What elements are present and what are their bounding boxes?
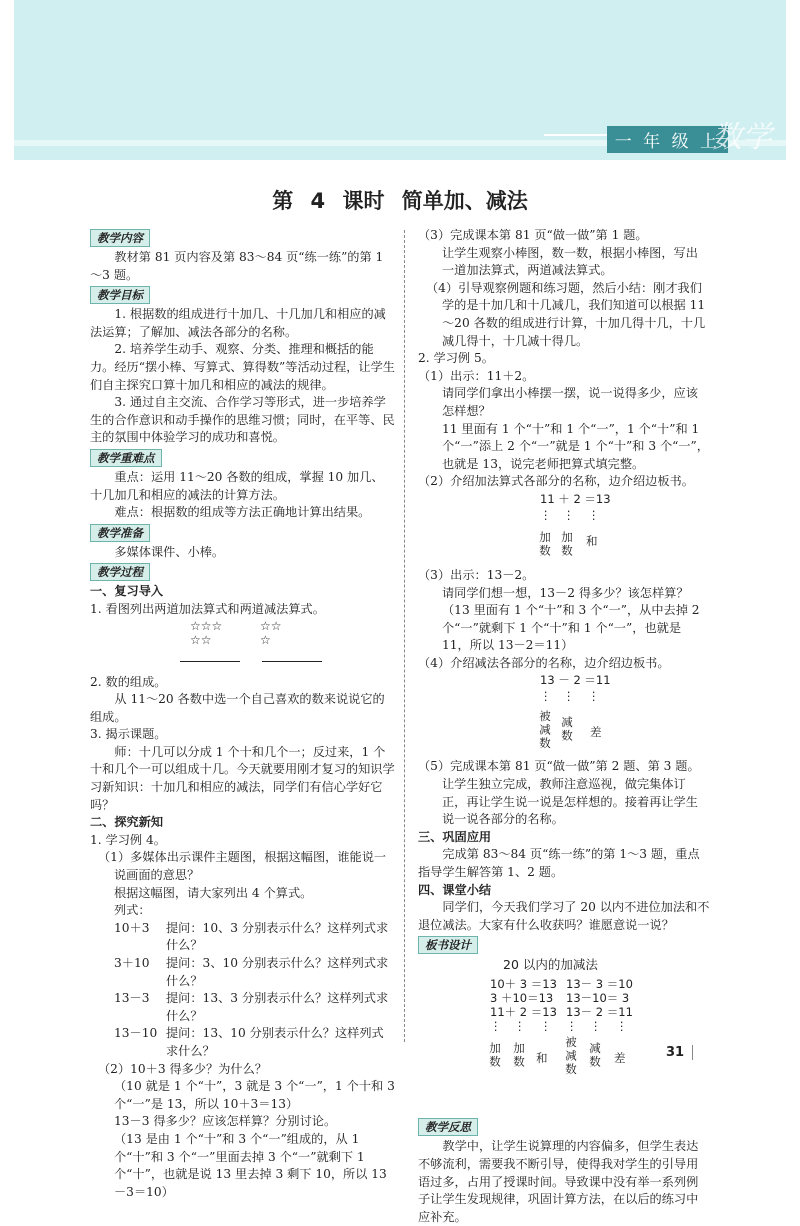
- question-3: 3. 揭示课题。: [90, 727, 167, 742]
- section-tag-process: 教学过程: [90, 563, 150, 581]
- example-4-question-b: 13－3 得多少？应该怎样算？分别讨论。: [114, 1114, 337, 1129]
- question-2-text: 从 11～20 各数中选一个自己喜欢的数来说说它的组成。: [90, 692, 385, 724]
- example-5-part-5-text: 让学生独立完成，教师注意巡视，做完集体订正，再让学生说一说是怎样想的。接着再让学生说一说各部分的名称。: [442, 777, 698, 827]
- equation-row: [114, 990, 395, 1025]
- addition-parts-diagram: [538, 491, 710, 567]
- star-group: ☆☆: [190, 632, 212, 647]
- part-label: 加数: [560, 530, 574, 558]
- answer-line: [180, 661, 240, 662]
- board-design: [418, 956, 710, 1116]
- answer-line: [262, 661, 322, 662]
- equation-row: [114, 955, 395, 990]
- example-5-part-2: （2）介绍加法算式各部分的名称，边介绍边板书。: [418, 474, 694, 489]
- difficulty: 难点：根据数的组成等方法正确地计算出结果。: [114, 505, 371, 520]
- equation: 10＋3: [114, 920, 150, 935]
- section-tag-content: 教学内容: [90, 229, 150, 247]
- goal-3: 3. 通过自主交流、合作学习等形式，进一步培养学生的合作意识和动手操作的思维习惯；同时，在平等、民主的氛围中体验学习的成功和喜悦。: [90, 395, 395, 445]
- left-column: [90, 227, 395, 1201]
- section-tag-board: 板书设计: [418, 936, 478, 954]
- part-label: 被减数: [538, 710, 552, 751]
- board-equation: 13－ 3 ＝10: [566, 977, 633, 992]
- lesson-title: 第 4 课时 简单加、减法: [272, 189, 528, 213]
- example-5-part-3: （3）出示：13－2。: [418, 567, 535, 582]
- question-3-text: 师：十几可以分成 1 个十和几个一；反过来，1 个十和几个一可以组成十几。今天就要用刚才复习的知识学习新知识：十加几和相应的减法，同学们有信心学好它吗？: [90, 744, 395, 812]
- question-2: 2. 数的组成。: [90, 674, 167, 689]
- example-4: 1. 学习例 4。: [90, 832, 166, 847]
- star-figure: [190, 619, 395, 647]
- star-group: ☆: [260, 632, 271, 647]
- part-label: 和: [586, 533, 598, 548]
- step-heading: 一、复习导入: [90, 584, 164, 599]
- equation-row: [114, 920, 395, 955]
- dotted-connector: ⋮: [540, 1019, 552, 1034]
- dotted-connector: ⋮: [540, 689, 552, 704]
- subject-watermark: 数学: [712, 120, 772, 155]
- step-heading: 二、探究新知: [90, 815, 164, 830]
- section-tag-goals: 教学目标: [90, 286, 150, 304]
- equation: 13－10: [114, 1026, 158, 1041]
- step-heading: 三、巩固应用: [418, 829, 492, 844]
- board-equation: 13－10＝ 3: [566, 991, 630, 1006]
- example-4-part-1: （1）多媒体出示课件主题图，根据这幅图，谁能说一说画面的意思？: [98, 850, 387, 883]
- grade-label: 一 年 级 上: [607, 126, 728, 153]
- goal-1: 1. 根据数的组成进行十加几、十几加几和相应的减法运算；了解加、减法各部分的名称。: [90, 307, 386, 339]
- dotted-connector: ⋮: [566, 1019, 578, 1034]
- reflection-text: 教学中，让学生说算理的内容偏多，但学生表达不够流利，需要我不断引导，使得我对学生的引导用语过多，占用了授课时间。导致课中没有举一系列例子让学生发现规律，巩固计算方法，在以后的练习中应补充。: [418, 1139, 699, 1224]
- answer-lines: [180, 661, 395, 662]
- dotted-connector: ⋮: [540, 507, 552, 522]
- list-label: 列式：: [114, 903, 151, 918]
- question-1: 1. 看图列出两道加法算式和两道减法算式。: [90, 601, 325, 616]
- goal-2: 2. 培养学生动手、观察、分类、推理和概括的能力。经历“摆小棒、写算式、算得数”等活动过程，让学生们自主探究口算十加几和相应的减法的规律。: [90, 342, 395, 392]
- right-column: [418, 227, 710, 1226]
- example-4-answer-c: （13 是由 1 个“十”和 3 个“一”组成的，从 1 个“十”和 3 个“一”里面去掉 3 个“一”就剩下 1 个“十”，也就是说 13 里去掉 3 剩下 10，所以 13－3＝10）: [114, 1131, 387, 1199]
- key-point: 重点：运用 11～20 各数的组成，掌握 10 加几、十几加几和相应的减法的计算方法。: [90, 469, 384, 502]
- example-5-prompt: 请同学们拿出小棒摆一摆，说一说得多少，应该怎样想？: [442, 386, 698, 418]
- equation: 3＋10: [114, 956, 150, 970]
- prep-text: 多媒体课件、小棒。: [114, 544, 225, 559]
- example-4-prompt: 根据这幅图，请大家列出 4 个算式。: [114, 885, 313, 900]
- equation: 13－3: [114, 991, 150, 1006]
- example-5-part-5: （5）完成课本第 81 页“做一做”第 2 题、第 3 题。: [418, 759, 700, 774]
- board-equation: 13－ 2 ＝11: [566, 1005, 633, 1020]
- equation-question: 提问：3、10 分别表示什么？这样列式求什么？: [166, 956, 389, 988]
- subtraction-equation: 13 － 2 ＝11: [540, 673, 611, 688]
- equation-list: [90, 920, 395, 1061]
- dotted-connector: ⋮: [514, 1019, 526, 1034]
- part-label: 差: [590, 725, 602, 740]
- example-5-explanation: 11 里面有 1 个“十”和 1 个“一”，1 个“十”和 1 个“一”添上 2 个“一”就是 1 个“十”和 3 个“一”，也就是 13，说完老师把算式填完整。: [442, 421, 709, 471]
- example-5-part-3-text: 请同学们想一想，13－2 得多少？该怎样算？（13 里面有 1 个“十”和 3 个“一”，从中去掉 2 个“一”就剩下 1 个“十”和 1 个“一”，也就是 11，所以 13－2＝11）: [442, 585, 700, 653]
- example-4-answer-a: （10 就是 1 个“十”，3 就是 3 个“一”，1 个十和 3 个“一”是 13，所以 10＋3＝13）: [114, 1079, 395, 1111]
- dotted-connector: ⋮: [563, 689, 575, 704]
- section-tag-keypoints: 教学重难点: [90, 449, 162, 467]
- dotted-connector: ⋮: [616, 1019, 628, 1034]
- step-3: （3）完成课本第 81 页“做一做”第 1 题。: [418, 228, 648, 242]
- dotted-connector: ⋮: [588, 689, 600, 704]
- step-heading: 四、课堂小结: [418, 882, 492, 897]
- board-part-label: 减数: [588, 1042, 602, 1070]
- equation-question: 提问：10、3 分别表示什么？这样列式求什么？: [166, 920, 389, 953]
- content-text: 教材第 81 页内容及第 83～84 页“练一练”的第 1～3 题。: [90, 250, 384, 282]
- board-part-label: 被减数: [564, 1036, 578, 1077]
- board-part-label: 加数: [512, 1042, 526, 1070]
- step-3-text: 让学生观察小棒图，数一数，根据小棒图，写出一道加法算式，两道减法算式。: [442, 245, 698, 278]
- equation-row: [114, 1025, 395, 1060]
- board-part-label: 加数: [488, 1042, 502, 1070]
- dotted-connector: ⋮: [588, 507, 600, 522]
- board-equation: 3 ＋10＝13: [490, 991, 554, 1006]
- section-tag-prep: 教学准备: [90, 524, 150, 542]
- dotted-connector: ⋮: [563, 507, 575, 522]
- dotted-connector: ⋮: [590, 1019, 602, 1034]
- consolidation-text: 完成第 83～84 页“练一练”的第 1～3 题，重点指导学生解答第 1、2 题。: [418, 847, 700, 880]
- board-title: 20 以内的加减法: [503, 957, 598, 973]
- example-5-part-4: （4）介绍减法各部分的名称，边介绍边板书。: [418, 655, 670, 670]
- board-equation: 10＋ 3 ＝13: [490, 977, 557, 992]
- part-label: 减数: [560, 716, 574, 744]
- summary-text: 同学们，今天我们学习了 20 以内不进位加法和不退位减法。大家有什么收获吗？谁愿意说一说？: [418, 900, 710, 932]
- equation-question: 提问：13、3 分别表示什么？这样列式求什么？: [166, 991, 389, 1023]
- example-5-part-1: （1）出示：11＋2。: [418, 368, 535, 383]
- star-group: ☆☆☆: [190, 618, 223, 633]
- addition-equation: 11 ＋ 2 ＝13: [540, 491, 611, 506]
- page-number: 31: [666, 1045, 693, 1060]
- board-equation: 11＋ 2 ＝13: [490, 1005, 557, 1020]
- page-header: [14, 0, 786, 160]
- column-divider: [404, 230, 405, 1042]
- part-label: 加数: [538, 530, 552, 558]
- board-part-label: 和: [536, 1051, 548, 1066]
- example-4-part-2: （2）10＋3 得多少？为什么？: [98, 1061, 267, 1076]
- equation-question: 提问：13、10 分别表示什么？这样列式求什么？: [166, 1026, 384, 1058]
- board-part-label: 差: [614, 1051, 626, 1066]
- section-tag-reflection: 教学反思: [418, 1118, 478, 1136]
- dotted-connector: ⋮: [490, 1019, 502, 1034]
- step-4: （4）引导观察例题和练习题，然后小结：刚才我们学的是十加几和十几减几，我们知道可以根据 11～20 各数的组成进行计算，十加几得十几，十几减几得十，十几减十得几。: [426, 280, 706, 348]
- example-5: 2. 学习例 5。: [418, 351, 494, 366]
- star-group: ☆☆: [260, 618, 282, 633]
- subtraction-parts-diagram: [538, 672, 710, 758]
